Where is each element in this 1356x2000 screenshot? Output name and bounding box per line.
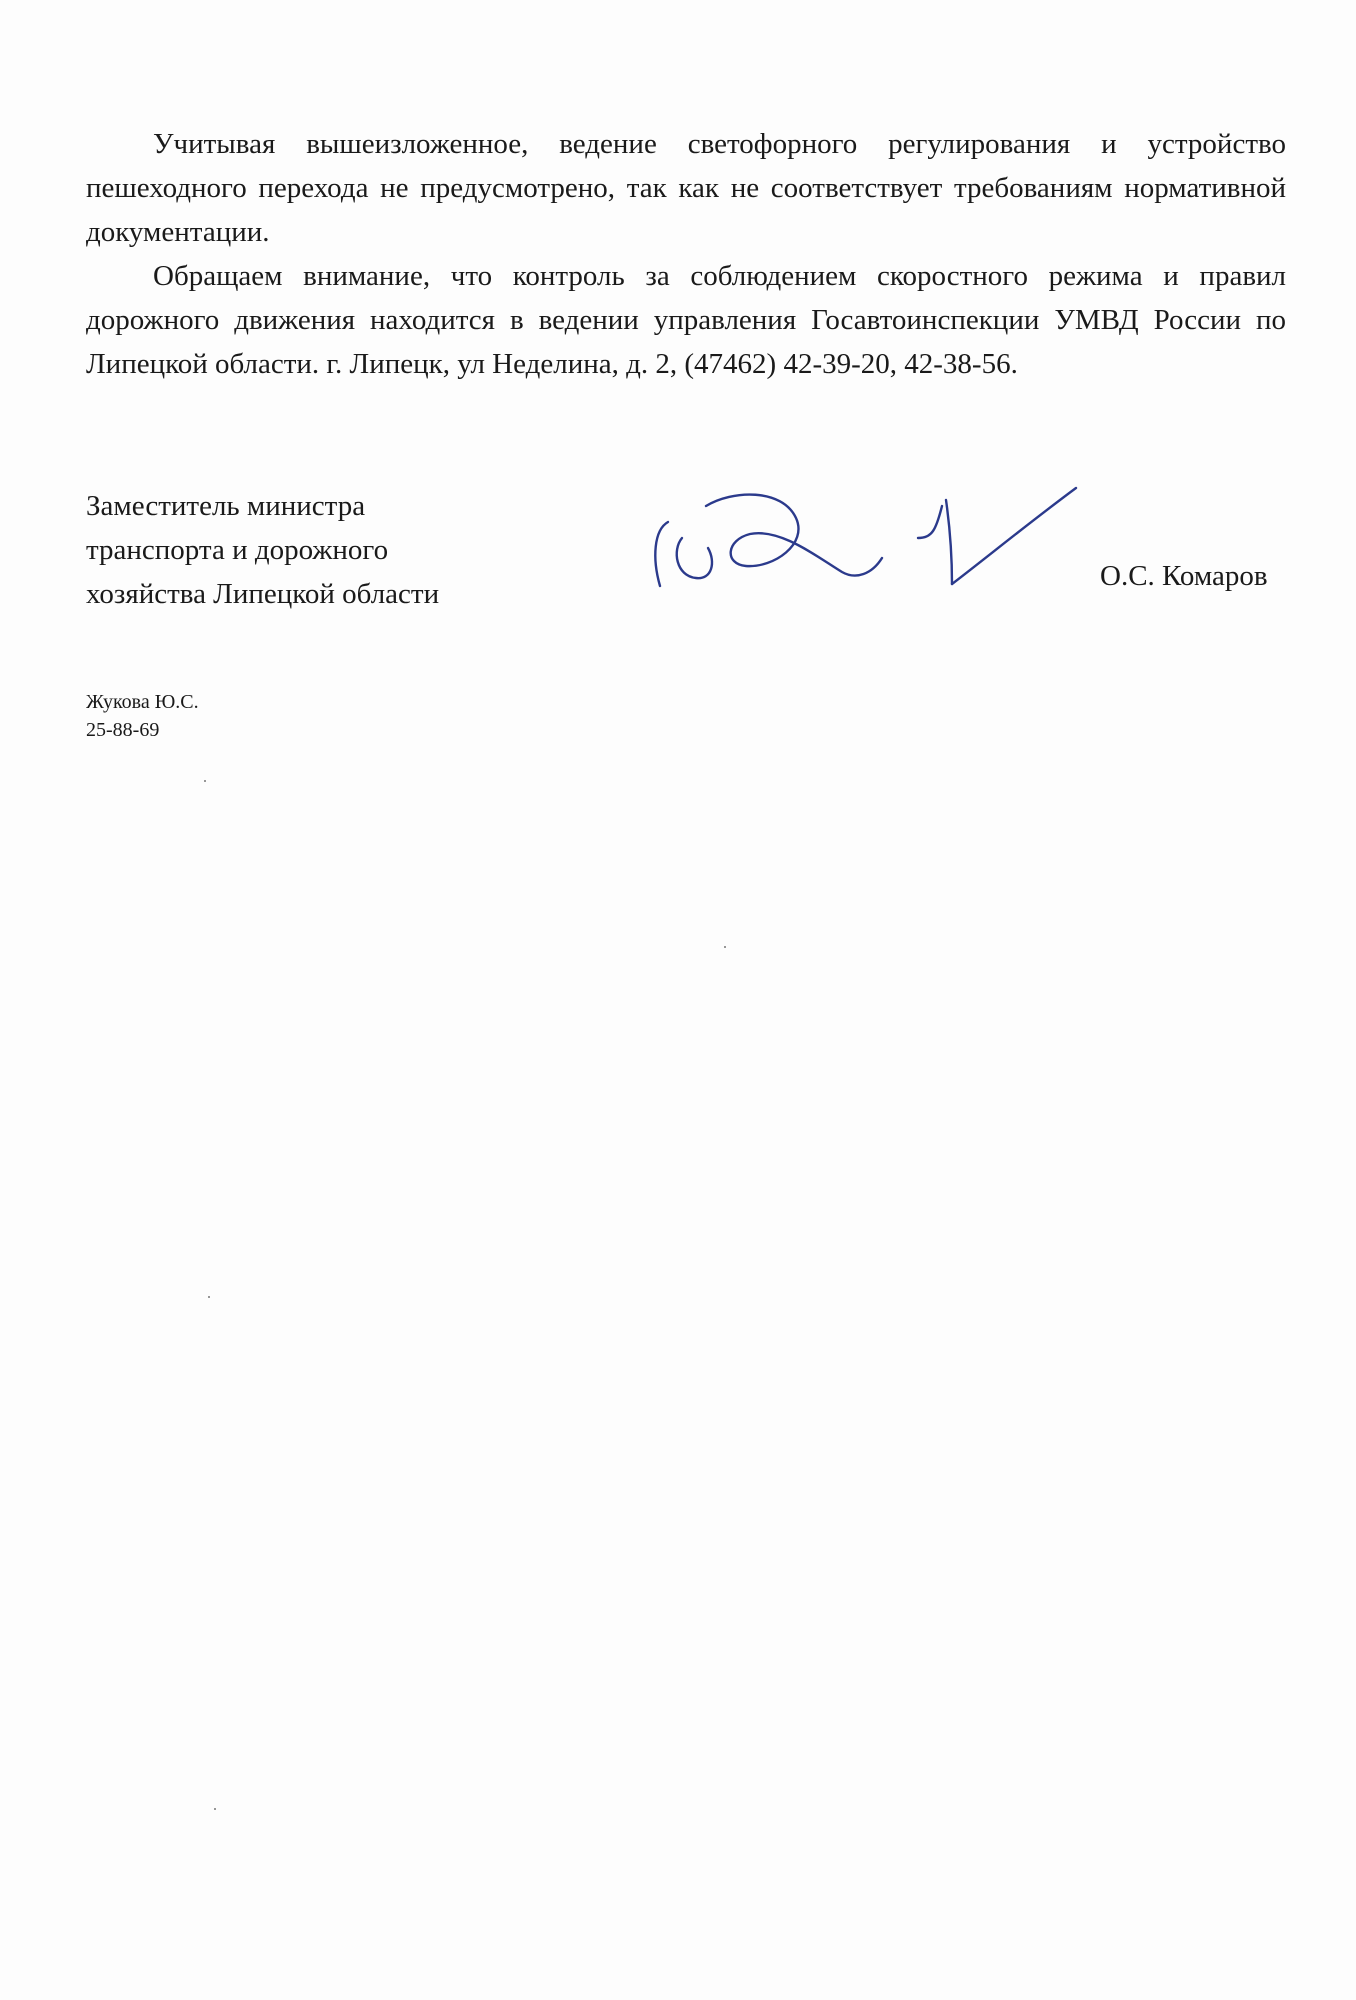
- executor-info: [86, 688, 199, 744]
- position-line: транспорта и дорожного: [86, 534, 389, 566]
- executor-phone: 25-88-69: [86, 719, 160, 741]
- handwritten-signature-icon: [646, 478, 1106, 598]
- scan-speck: [204, 780, 206, 782]
- position-line: хозяйства Липецкой области: [86, 578, 440, 610]
- scan-speck: [214, 1808, 216, 1810]
- signature-block: [86, 484, 1286, 610]
- scan-speck: [724, 946, 726, 948]
- paragraph-conclusion: Учитывая вышеизложенное, ведение светофорного регулирования и устройство пешеходного перехода не предусмотрено, так как не соответствует требованиям нормативной документации.: [86, 128, 1286, 248]
- signatory-name: О.С. Комаров: [1100, 560, 1268, 592]
- letter-body: [86, 122, 1286, 386]
- paragraph-notice: Обращаем внимание, что контроль за соблюдением скоростного режима и правил дорожного движения находится в ведении управления Госавтоинспекции УМВД России по Липецкой области. г. Липецк, ул Неделина, д. 2, (47462) 42-39-20, 42-38-56.: [86, 260, 1286, 380]
- position-line: Заместитель министра: [86, 490, 366, 522]
- scan-speck: [208, 1296, 210, 1298]
- signatory-position: [86, 484, 606, 616]
- executor-name: Жукова Ю.С.: [86, 691, 199, 713]
